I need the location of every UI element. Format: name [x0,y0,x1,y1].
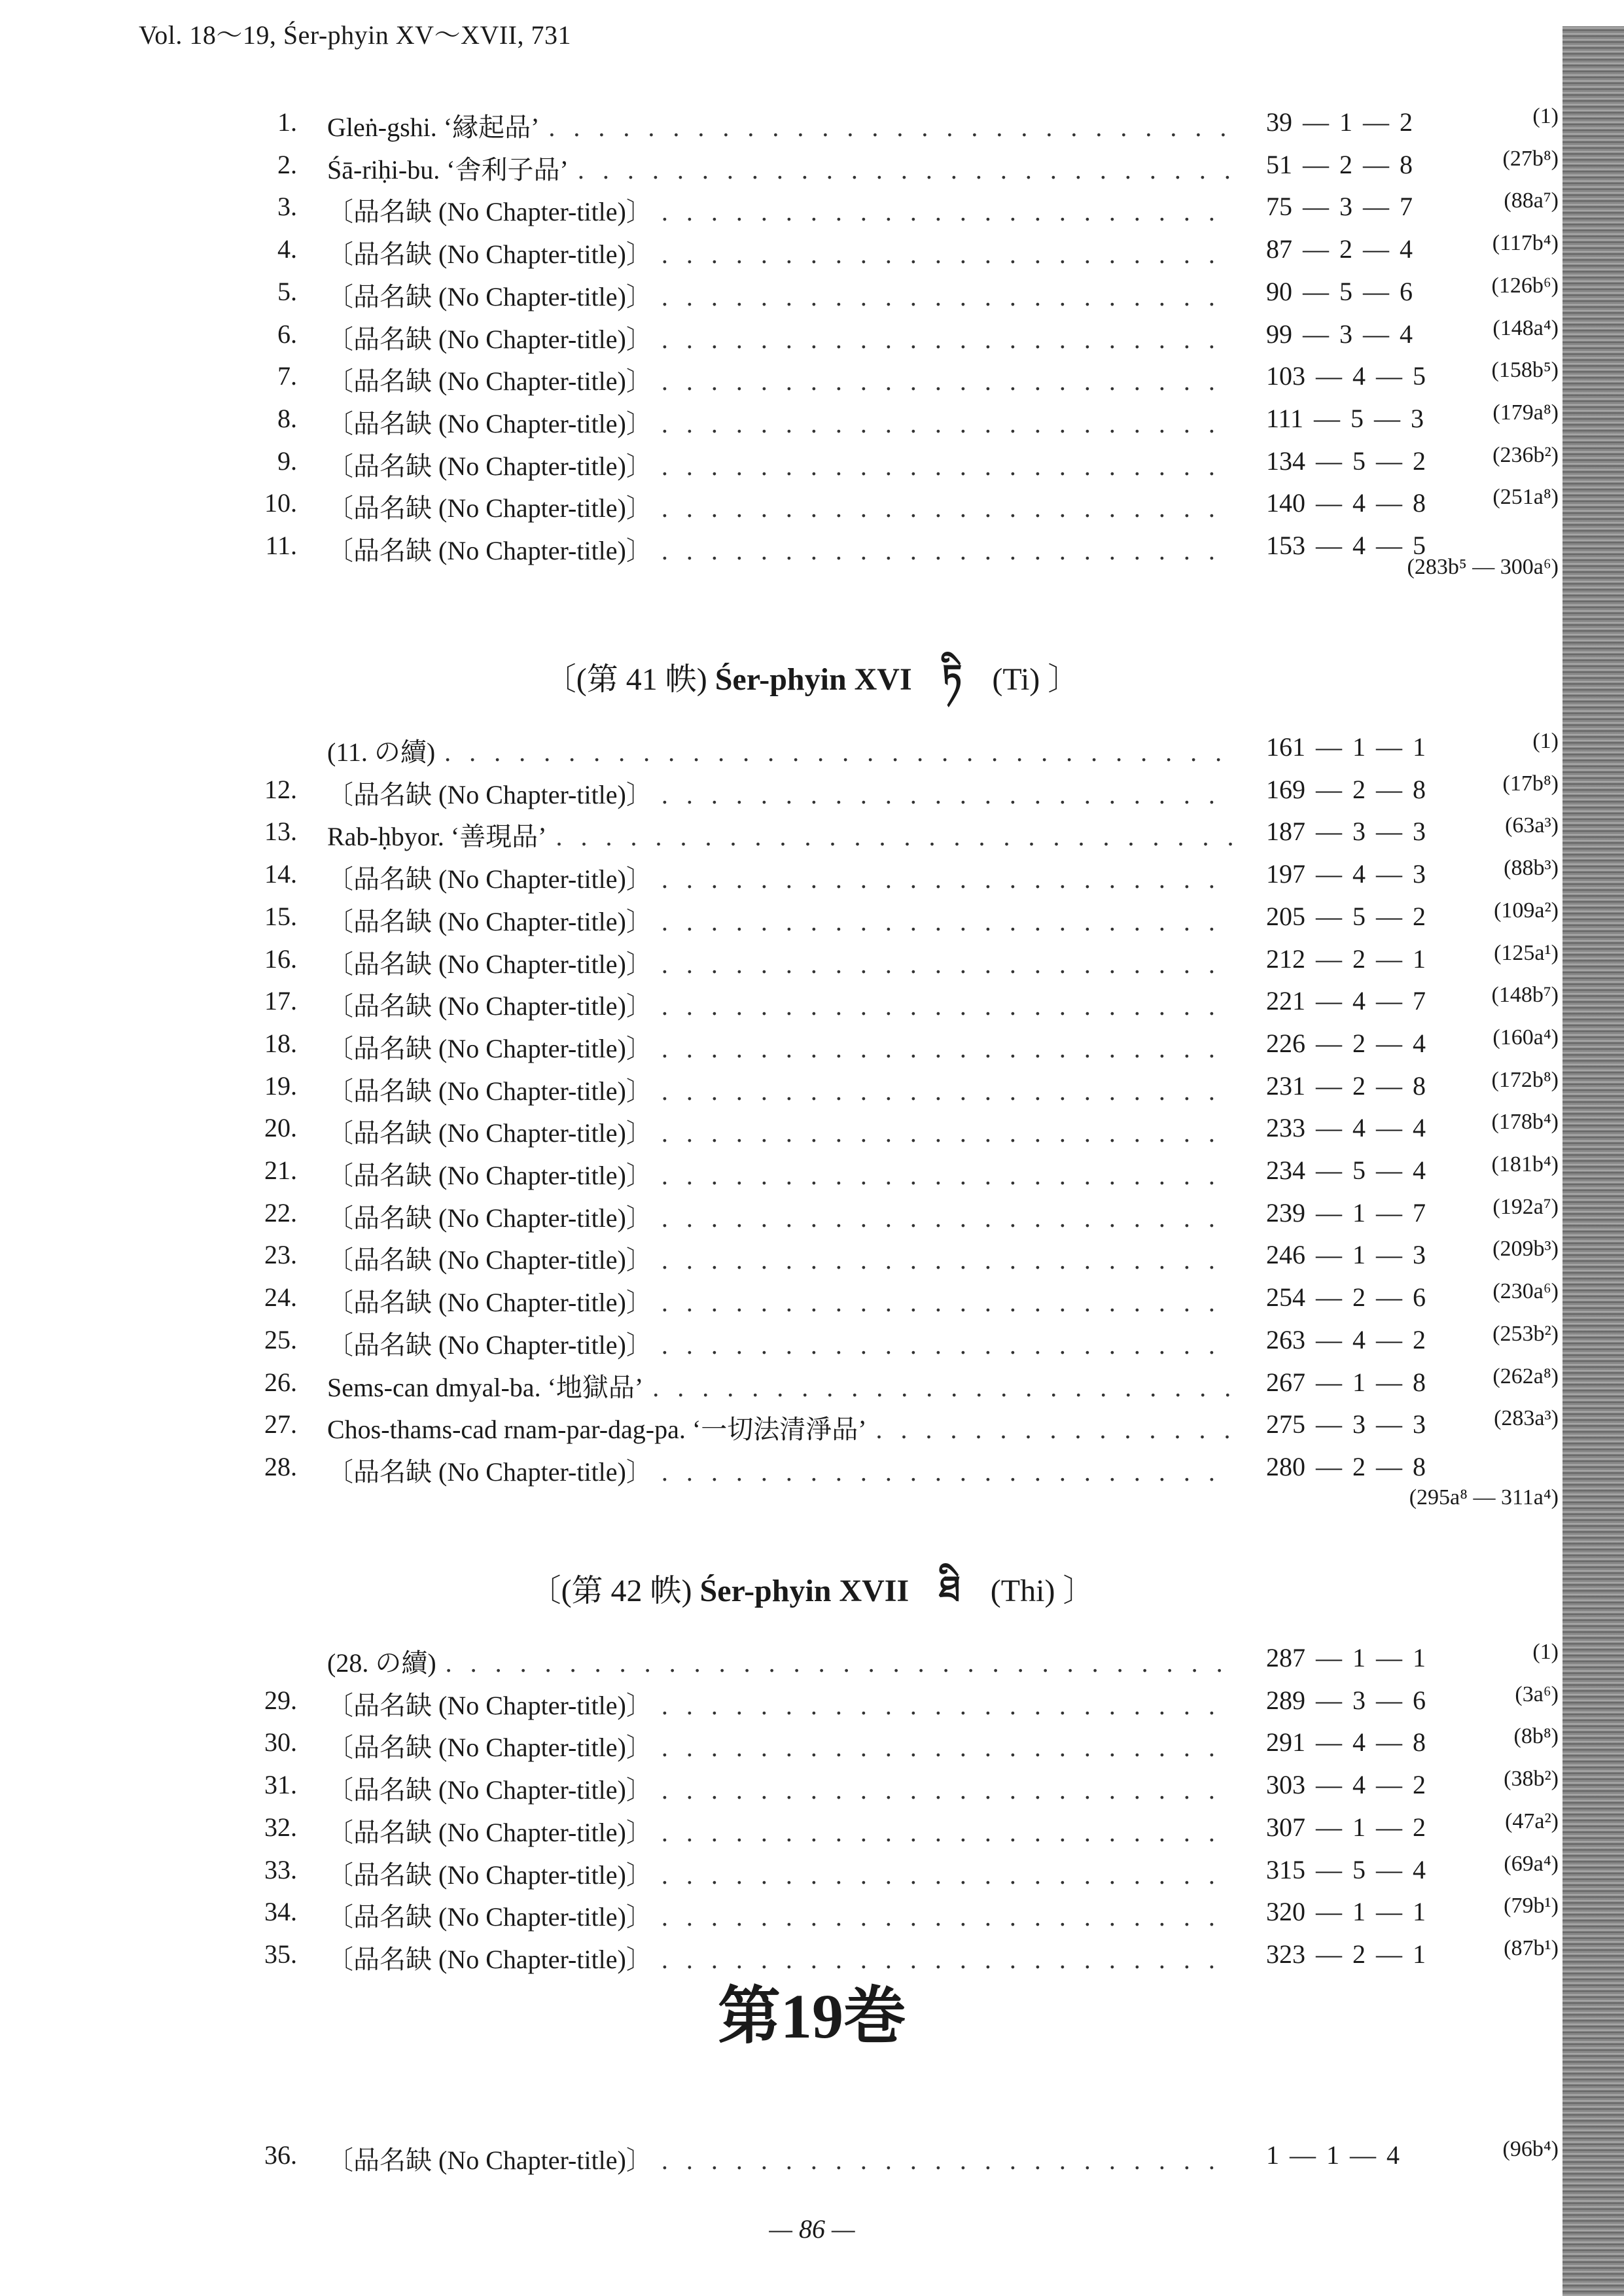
row-location: 140 — 4 — 8 [1266,488,1426,518]
row-location: 254 — 2 — 6 [1266,1282,1426,1313]
row-folio-ref: (251a⁸) [1492,485,1559,510]
dot-leader [662,1690,1233,1721]
row-title: 〔品名缺 (No Chapter-title)〕 [327,864,652,894]
row-title: 〔品名缺 (No Chapter-title)〕 [327,1817,652,1847]
row-title-wrap [327,276,1233,313]
section-42-tibetan-mark: ཐི [939,1570,961,1609]
row-title-wrap [327,1769,1233,1807]
toc-row [0,894,1624,936]
toc-row [0,1106,1624,1148]
row-title-wrap [327,1854,1233,1892]
dot-leader [662,408,1233,439]
row-title: (28. の續) [327,1648,436,1678]
section-42-tib: (Thi) [990,1574,1055,1608]
row-location: 75 — 3 — 7 [1266,192,1413,222]
row-title: 〔品名缺 (No Chapter-title)〕 [327,1245,652,1275]
row-number: 32. [264,1812,297,1842]
row-number: 18. [264,1028,297,1058]
toc-row [0,1275,1624,1317]
row-folio-ref: (236b²) [1492,442,1559,467]
dot-leader [662,1287,1233,1318]
row-number: 2. [277,149,297,179]
row-title: 〔品名缺 (No Chapter-title)〕 [327,366,652,397]
toc-row [0,143,1624,185]
row-title: 〔品名缺 (No Chapter-title)〕 [327,1118,652,1148]
dot-leader [662,1775,1233,1805]
section-42-name: Śer-phyin XVII [699,1574,909,1608]
row-folio-ref: (283a³) [1494,1406,1559,1431]
row-title: 〔品名缺 (No Chapter-title)〕 [327,2146,652,2175]
row-number: 36. [264,2140,297,2170]
dot-leader [662,493,1233,523]
dot-leader [662,864,1233,894]
section-42-label: 〔(第 42 帙) [529,1574,692,1608]
row-title-wrap [327,944,1233,981]
row-number: 31. [264,1770,297,1800]
dot-leader [662,1732,1233,1763]
row-location: 267 — 1 — 8 [1266,1367,1426,1397]
dot-leader [548,112,1233,143]
row-number: 10. [264,488,297,518]
toc-row [0,937,1624,979]
row-number: 33. [264,1854,297,1884]
row-number: 26. [264,1367,297,1397]
row-number: 17. [264,986,297,1016]
row-title-wrap [327,403,1233,440]
row-number: 21. [264,1156,297,1185]
row-title: 〔品名缺 (No Chapter-title)〕 [327,1288,652,1318]
row-title: 〔品名缺 (No Chapter-title)〕 [327,1033,652,1063]
row-title-wrap [327,149,1233,186]
section-41-label: 〔(第 41 帙) [544,662,707,697]
dot-leader [652,1372,1233,1403]
row-title: Gleṅ-gshi. ‘縁起品’ [327,113,540,142]
row-number: 12. [264,774,297,804]
row-location: 233 — 4 — 4 [1266,1113,1426,1143]
row-number: 25. [264,1324,297,1354]
row-number: 3. [277,192,297,222]
row-folio-ref: (38b²) [1504,1767,1559,1792]
row-location: 315 — 5 — 4 [1266,1854,1426,1884]
toc-row [0,1191,1624,1233]
row-number: 22. [264,1197,297,1227]
row-title-wrap [327,107,1233,144]
page-number: — 86 — [769,2214,855,2244]
row-title: (11. の續) [327,737,436,767]
toc-row [0,481,1624,523]
row-folio-ref: (172b⁸) [1491,1067,1559,1092]
dot-leader [662,1076,1233,1106]
row-title: 〔品名缺 (No Chapter-title)〕 [327,1733,652,1763]
dot-leader [662,1860,1233,1890]
row-location: 187 — 3 — 3 [1266,817,1426,847]
row-location: 275 — 3 — 3 [1266,1409,1426,1439]
row-title: 〔品名缺 (No Chapter-title)〕 [327,451,652,481]
row-folio-ref: (47a²) [1505,1809,1559,1833]
row-title: 〔品名缺 (No Chapter-title)〕 [327,1690,652,1720]
row-folio-ref: (178b⁴) [1491,1110,1559,1135]
row-title: 〔品名缺 (No Chapter-title)〕 [327,239,652,270]
row-number: 1. [277,107,297,137]
row-title-wrap [327,1642,1233,1680]
row-title-wrap [327,774,1233,811]
row-folio-ref: (209b³) [1492,1237,1559,1262]
row-title-wrap [327,1812,1233,1849]
toc-row [0,227,1624,269]
row-folio-ref: (69a⁴) [1504,1851,1559,1876]
toc-row [0,768,1624,809]
toc-row [0,1848,1624,1890]
folio-range-2: (295a⁸ — 311a⁴) [1409,1485,1559,1510]
dot-leader [444,737,1233,768]
row-number: 5. [277,276,297,306]
dot-leader [662,1330,1233,1360]
row-title-wrap [327,319,1233,356]
section-41-close: 〕 [1048,662,1080,697]
folio-range-1: (283b⁵ — 300a⁶) [1407,555,1559,579]
dot-leader [662,1245,1233,1275]
row-title-wrap [327,530,1233,567]
row-title: 〔品名缺 (No Chapter-title)〕 [327,408,652,438]
row-location: 226 — 2 — 4 [1266,1028,1426,1058]
row-folio-ref: (88b³) [1504,856,1559,881]
toc-row [0,852,1624,894]
row-title: 〔品名缺 (No Chapter-title)〕 [327,991,652,1021]
section-heading-42 [0,1549,1624,1649]
row-location: 307 — 1 — 2 [1266,1812,1426,1842]
toc-row [0,1636,1624,1678]
section-heading-41 [0,638,1624,737]
row-location: 320 — 1 — 1 [1266,1897,1426,1927]
toc-row [0,1402,1624,1444]
toc-row [0,397,1624,438]
dot-leader [876,1414,1233,1445]
row-location: 280 — 2 — 8 [1266,1451,1426,1481]
row-title-wrap [327,1451,1233,1489]
toc-row [0,185,1624,226]
row-folio-ref: (17b⁸) [1502,771,1559,796]
dot-leader [662,991,1233,1021]
row-folio-ref: (125a¹) [1494,940,1559,965]
dot-leader [662,324,1233,355]
row-title: 〔品名缺 (No Chapter-title)〕 [327,1775,652,1805]
row-title: 〔品名缺 (No Chapter-title)〕 [327,1944,652,1974]
toc-row [0,1890,1624,1932]
row-title-wrap [327,191,1233,228]
row-number: 11. [265,531,297,560]
row-title-wrap [327,234,1233,271]
row-folio-ref: (181b⁴) [1491,1152,1559,1176]
row-folio-ref: (117b⁴) [1492,231,1559,256]
row-location: 99 — 3 — 4 [1266,319,1413,349]
row-folio-ref: (179a⁸) [1492,400,1559,425]
row-number: 23. [264,1240,297,1270]
row-title-wrap [327,1155,1233,1192]
row-number: 29. [264,1685,297,1715]
toc-row [0,1318,1624,1360]
section-41-tibetan-mark: ཏི [942,658,962,698]
toc-row [0,439,1624,481]
row-title-wrap [327,732,1233,769]
row-title: 〔品名缺 (No Chapter-title)〕 [327,949,652,979]
row-folio-ref: (253b²) [1492,1321,1559,1346]
row-title-wrap [327,1367,1233,1404]
row-number: 19. [264,1070,297,1101]
row-location: 103 — 4 — 5 [1266,361,1426,391]
row-location: 234 — 5 — 4 [1266,1156,1426,1185]
row-number: 24. [264,1282,297,1313]
row-title-wrap [327,1324,1233,1362]
row-folio-ref: (230a⁶) [1492,1279,1559,1304]
row-title-wrap [327,446,1233,483]
row-title-wrap [327,487,1233,525]
row-number: 14. [264,859,297,889]
row-folio-ref: (3a⁶) [1515,1682,1559,1706]
row-title-wrap [327,901,1233,938]
row-number: 6. [277,319,297,349]
row-location: 153 — 4 — 5 [1266,531,1426,560]
row-location: 291 — 4 — 8 [1266,1727,1426,1757]
row-title-wrap [327,1282,1233,1319]
row-location: 289 — 3 — 6 [1266,1685,1426,1715]
toc-row [0,100,1624,142]
dot-leader [578,154,1233,185]
dot-leader [662,2145,1233,2176]
row-number: 7. [277,361,297,391]
row-location: 287 — 1 — 1 [1266,1643,1426,1672]
dot-leader [662,451,1233,482]
row-title: Rab-ḥbyor. ‘善現品’ [327,822,547,852]
toc-row [0,725,1624,767]
row-title-wrap [327,1409,1233,1446]
row-folio-ref: (1) [1532,729,1559,753]
dot-leader [556,821,1233,852]
toc-row [0,1148,1624,1190]
row-location: 90 — 5 — 6 [1266,276,1413,306]
row-title: Chos-thams-cad rnam-par-dag-pa. ‘一切法清淨品’ [327,1415,867,1445]
running-header: Vol. 18～19, Śer-phyin XV～XVII, 731 [139,20,571,50]
row-folio-ref: (109a²) [1494,898,1559,923]
row-title-wrap [327,985,1233,1023]
row-number: 15. [264,901,297,931]
row-folio-ref: (148a⁴) [1492,315,1559,340]
row-location: 87 — 2 — 4 [1266,234,1413,264]
row-title: 〔品名缺 (No Chapter-title)〕 [327,1902,652,1932]
dot-leader [662,196,1233,227]
row-location: 212 — 2 — 1 [1266,944,1426,974]
dot-leader [662,1457,1233,1487]
row-location: 303 — 4 — 2 [1266,1770,1426,1800]
row-folio-ref: (63a³) [1505,813,1559,838]
dot-leader [662,1901,1233,1932]
row-number: 35. [264,1939,297,1969]
row-title: 〔品名缺 (No Chapter-title)〕 [327,281,652,311]
row-location: 231 — 2 — 8 [1266,1070,1426,1101]
row-title: 〔品名缺 (No Chapter-title)〕 [327,1203,652,1233]
row-folio-ref: (192a⁷) [1492,1194,1559,1219]
row-folio-ref: (160a⁴) [1492,1025,1559,1050]
row-title-wrap [327,1070,1233,1108]
volume-heading: 第19巻 [718,1981,906,2051]
row-location: 239 — 1 — 7 [1266,1197,1426,1227]
dot-leader [662,1160,1233,1191]
row-location: 263 — 4 — 2 [1266,1324,1426,1354]
row-number: 28. [264,1451,297,1481]
toc-row [0,1678,1624,1720]
row-number: 9. [277,446,297,476]
row-title: 〔品名缺 (No Chapter-title)〕 [327,779,652,809]
row-folio-ref: (262a⁸) [1492,1364,1559,1388]
row-location: 161 — 1 — 1 [1266,732,1426,762]
row-title: Sems-can dmyal-ba. ‘地獄品’ [327,1372,644,1402]
row-location: 134 — 5 — 2 [1266,446,1426,476]
row-title: 〔品名缺 (No Chapter-title)〕 [327,493,652,523]
dot-leader [662,1118,1233,1148]
row-title: 〔品名缺 (No Chapter-title)〕 [327,1457,652,1487]
row-folio-ref: (158b⁵) [1491,358,1559,383]
row-title-wrap [327,1112,1233,1150]
row-location: 221 — 4 — 7 [1266,986,1426,1016]
row-number: 4. [277,234,297,264]
row-location: 246 — 1 — 3 [1266,1240,1426,1270]
row-title-wrap [327,1727,1233,1764]
toc-row [0,270,1624,311]
row-location: 197 — 4 — 3 [1266,859,1426,889]
row-folio-ref: (126b⁶) [1491,273,1559,298]
row-title: Śā-riḥi-bu. ‘舎利子品’ [327,154,569,185]
row-title: 〔品名缺 (No Chapter-title)〕 [327,1330,652,1360]
row-folio-ref: (27b⁸) [1502,146,1559,171]
dot-leader [662,366,1233,397]
row-title-wrap [327,816,1233,853]
dot-leader [662,535,1233,566]
toc-row [0,354,1624,396]
row-folio-ref: (87b¹) [1504,1935,1559,1960]
dot-leader [662,1817,1233,1848]
row-folio-ref: (88a⁷) [1504,188,1559,213]
row-title-wrap [327,361,1233,398]
section-42-close: 〕 [1063,1574,1095,1608]
row-title-wrap [327,1197,1233,1235]
section-41-tib: (Ti) [992,662,1040,697]
row-folio-ref: (79b¹) [1504,1894,1559,1918]
row-folio-ref: (148b⁷) [1491,983,1559,1008]
row-title: 〔品名缺 (No Chapter-title)〕 [327,197,652,227]
row-title: 〔品名缺 (No Chapter-title)〕 [327,1860,652,1890]
row-number: 30. [264,1727,297,1757]
row-title-wrap [327,1685,1233,1722]
toc-row [0,1360,1624,1402]
row-location: 1 — 1 — 4 [1266,2140,1400,2170]
row-title-wrap [327,1028,1233,1065]
row-folio-ref: (1) [1532,104,1559,128]
row-title: 〔品名缺 (No Chapter-title)〕 [327,1161,652,1190]
row-title-wrap [327,858,1233,896]
row-folio-ref: (1) [1532,1640,1559,1664]
row-number: 27. [264,1409,297,1439]
dot-leader [662,949,1233,980]
row-location: 51 — 2 — 8 [1266,149,1413,179]
toc-row [0,1805,1624,1847]
row-title: 〔品名缺 (No Chapter-title)〕 [327,324,652,354]
dot-leader [662,239,1233,270]
row-location: 323 — 2 — 1 [1266,1939,1426,1969]
toc-row [0,1763,1624,1805]
dot-leader [662,281,1233,312]
section-41-name: Śer-phyin XVI [715,662,912,697]
row-title: 〔品名缺 (No Chapter-title)〕 [327,1076,652,1106]
dot-leader [662,1033,1233,1064]
toc-row [0,312,1624,354]
row-number: 16. [264,944,297,974]
row-location: 169 — 2 — 8 [1266,774,1426,804]
row-title-wrap [327,1896,1233,1934]
toc-row [0,1233,1624,1275]
toc-row [0,979,1624,1021]
row-number: 8. [277,403,297,433]
row-location: 111 — 5 — 3 [1266,403,1424,433]
dot-leader [662,906,1233,937]
row-number: 20. [264,1113,297,1143]
dot-leader [662,1203,1233,1233]
row-location: 39 — 1 — 2 [1266,107,1413,137]
toc-row [0,1445,1624,1487]
toc-row [0,809,1624,851]
row-folio-ref: (96b⁴) [1502,2137,1559,2161]
dot-leader [446,1648,1233,1678]
dot-leader [662,779,1233,810]
row-title-wrap [327,1239,1233,1277]
row-number: 34. [264,1897,297,1927]
row-title: 〔品名缺 (No Chapter-title)〕 [327,536,652,565]
toc-row [0,1021,1624,1063]
toc-row [0,2133,1624,2175]
toc-row [0,1064,1624,1106]
row-title-wrap [327,2140,1233,2177]
row-folio-ref: (8b⁸) [1513,1724,1559,1749]
toc-row [0,1720,1624,1762]
toc-row [0,523,1624,565]
row-number: 13. [264,817,297,847]
row-title: 〔品名缺 (No Chapter-title)〕 [327,906,652,936]
row-location: 205 — 5 — 2 [1266,901,1426,931]
